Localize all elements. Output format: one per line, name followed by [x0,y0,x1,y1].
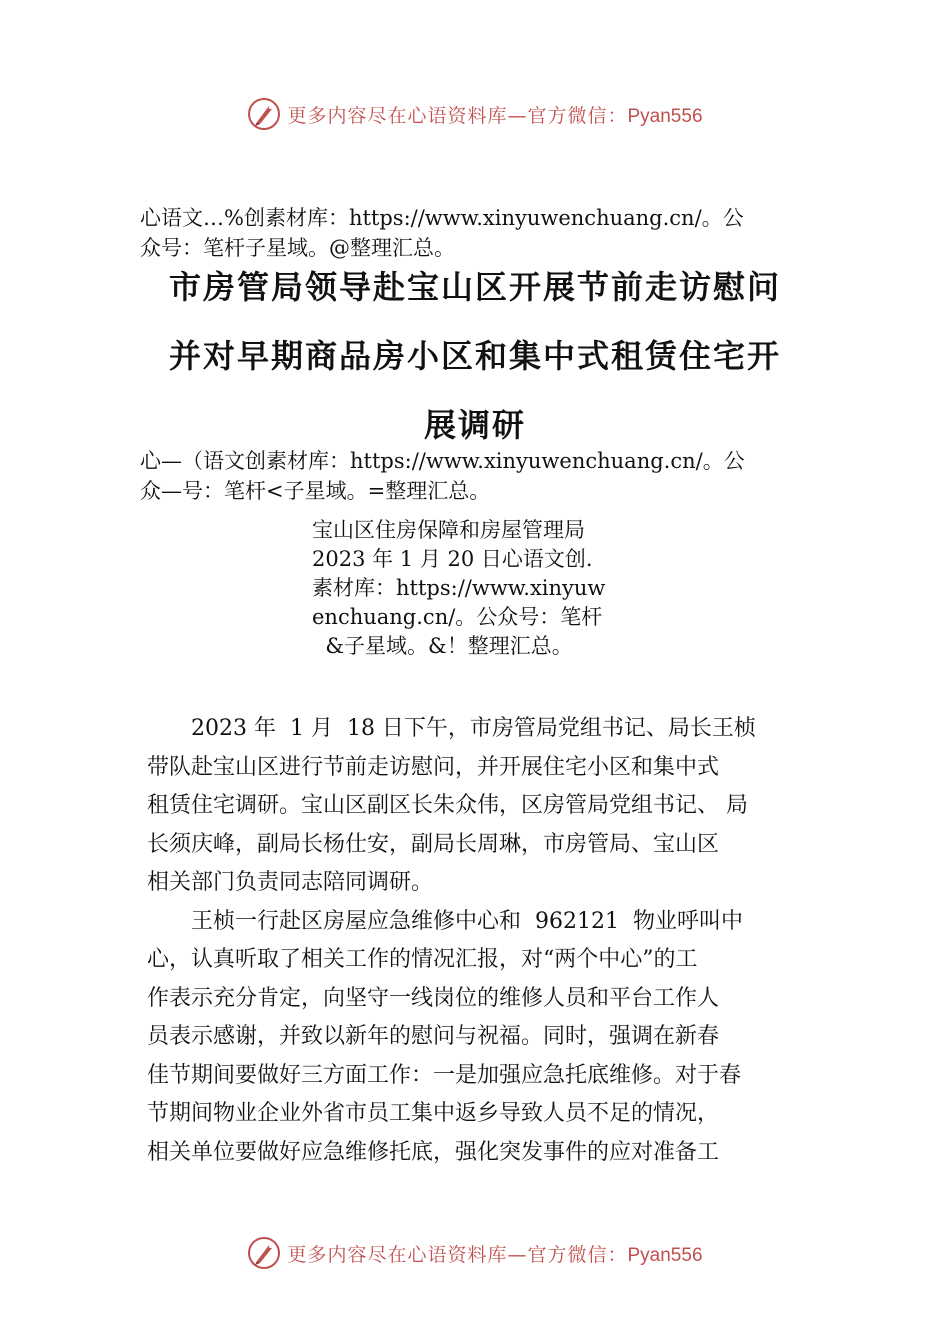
body-line: 相关部门负责同志陪同调研。 [147,870,434,895]
agency-date: 2023 年 1 月 20 日心语文创. [312,547,593,571]
header-note-line: 心语文…%创素材库：https://www.xinyuwenchuang.cn/。公 [140,206,744,230]
body-line: 员表示感谢，并致以新年的慰问与祝福。同时，强调在新春 [147,1024,720,1049]
body-line: 节期间物业企业外省市员工集中返乡导致人员不足的情况， [147,1101,720,1126]
body-line: 王桢一行赴区房屋应急维修中心和 962121 物业呼叫中 [147,908,743,934]
body-line: 佳节期间要做好三方面工作：一是加强应急托底维修。对于春 [147,1062,742,1088]
sub-note-line: 众—号：笔杆<子星域。=整理汇总。 [140,479,491,503]
banner-handle: Pyan556 [627,105,703,127]
agency-line: &子星域。&！整理汇总。 [312,634,573,658]
agency-line: enchuang.cn/。公众号：笔杆 [312,605,603,629]
agency-block [312,516,672,661]
banner-text: 更多内容尽在心语资料库—官方微信： [287,104,628,127]
document-title-line-2: 并对早期商品房小区和集中式租赁住宅开 [168,337,781,375]
banner-text: 更多内容尽在心语资料库—官方微信： [287,1243,628,1266]
agency-line: 素材库：https://www.xinyuw [312,576,606,600]
footer-banner [0,1233,950,1273]
body-line: 相关单位要做好应急维修托底，强化突发事件的应对准备工 [147,1139,720,1165]
header-note-line: 众号：笔杆子星域。@整理汇总。 [140,236,455,260]
body-line: 心，认真听取了相关工作的情况汇报，对“两个中心”的工 [147,947,698,972]
body-line: 租赁住宅调研。宝山区副区长朱众伟，区房管局党组书记、 局 [147,793,748,818]
body-line: 2023 年 1 月 18 日下午，市房管局党组书记、局长王桢 [147,716,756,741]
body-line: 作表示充分肯定，向坚守一线岗位的维修人员和平台工作人 [147,985,720,1011]
sub-note-line: 心—（语文创素材库：https://www.xinyuwenchuang.cn/。公 [140,449,745,473]
body-line: 带队赴宝山区进行节前走访慰问，并开展住宅小区和集中式 [147,754,720,780]
body-line: 长须庆峰，副局长杨仕安，副局长周琳，市房管局、宝山区 [147,831,720,857]
sub-note [140,446,830,506]
document-title-line-1: 市房管局领导赴宝山区开展节前走访慰问 [168,268,781,306]
header-note [140,203,830,263]
pen-logo-icon [247,97,281,131]
header-banner [0,94,950,134]
document-title-line-3: 展调研 [423,406,526,444]
agency-name: 宝山区住房保障和房屋管理局 [312,518,585,542]
body-text [147,710,837,1172]
pen-logo-icon [247,1236,281,1270]
banner-handle: Pyan556 [627,1244,703,1266]
